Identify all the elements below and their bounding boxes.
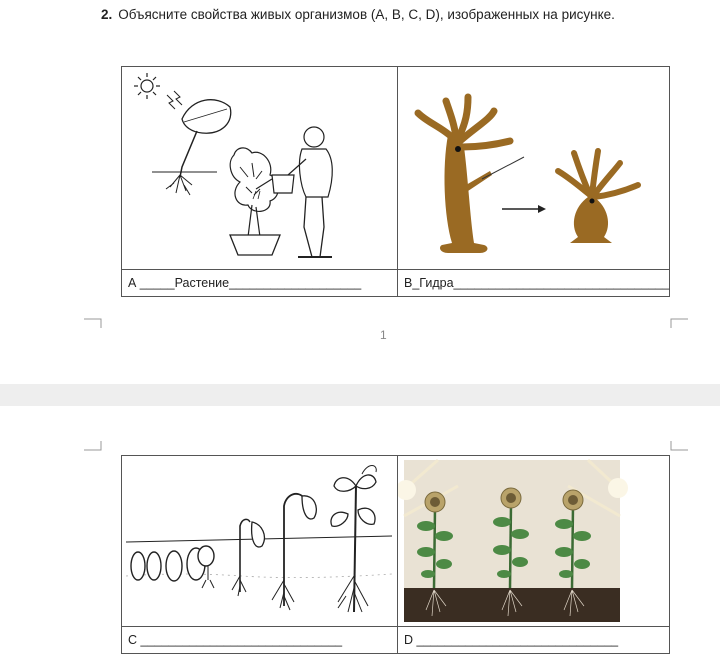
caption-d: D _____________________________ <box>398 627 670 654</box>
seed-germination-illustration <box>122 456 397 626</box>
sunflowers-illustration <box>398 456 669 626</box>
caption-c: С _____________________________ <box>122 627 398 654</box>
plant-watering-illustration <box>122 67 397 269</box>
cell-d-image <box>398 456 670 627</box>
figure-table-bottom <box>121 455 670 654</box>
caption-b: В_Гидра_______________________________ <box>398 270 670 297</box>
cell-c-image <box>122 456 398 627</box>
margin-corner-mark <box>670 318 688 328</box>
margin-corner-mark <box>670 441 688 451</box>
question-text: 2. Объясните свойства живых организмов (A, B, C, D), изображенных на рисунке. <box>101 7 615 22</box>
cell-a-image <box>122 67 398 270</box>
hydra-budding-illustration <box>398 67 669 269</box>
page-break-gap <box>0 384 720 406</box>
figure-table-top <box>121 66 670 297</box>
margin-corner-mark <box>84 441 102 451</box>
caption-a: А _____Растение___________________ <box>122 270 398 297</box>
cell-b-image <box>398 67 670 270</box>
margin-corner-mark <box>84 318 102 328</box>
page-number: 1 <box>380 328 387 342</box>
sun-icon <box>134 73 160 99</box>
